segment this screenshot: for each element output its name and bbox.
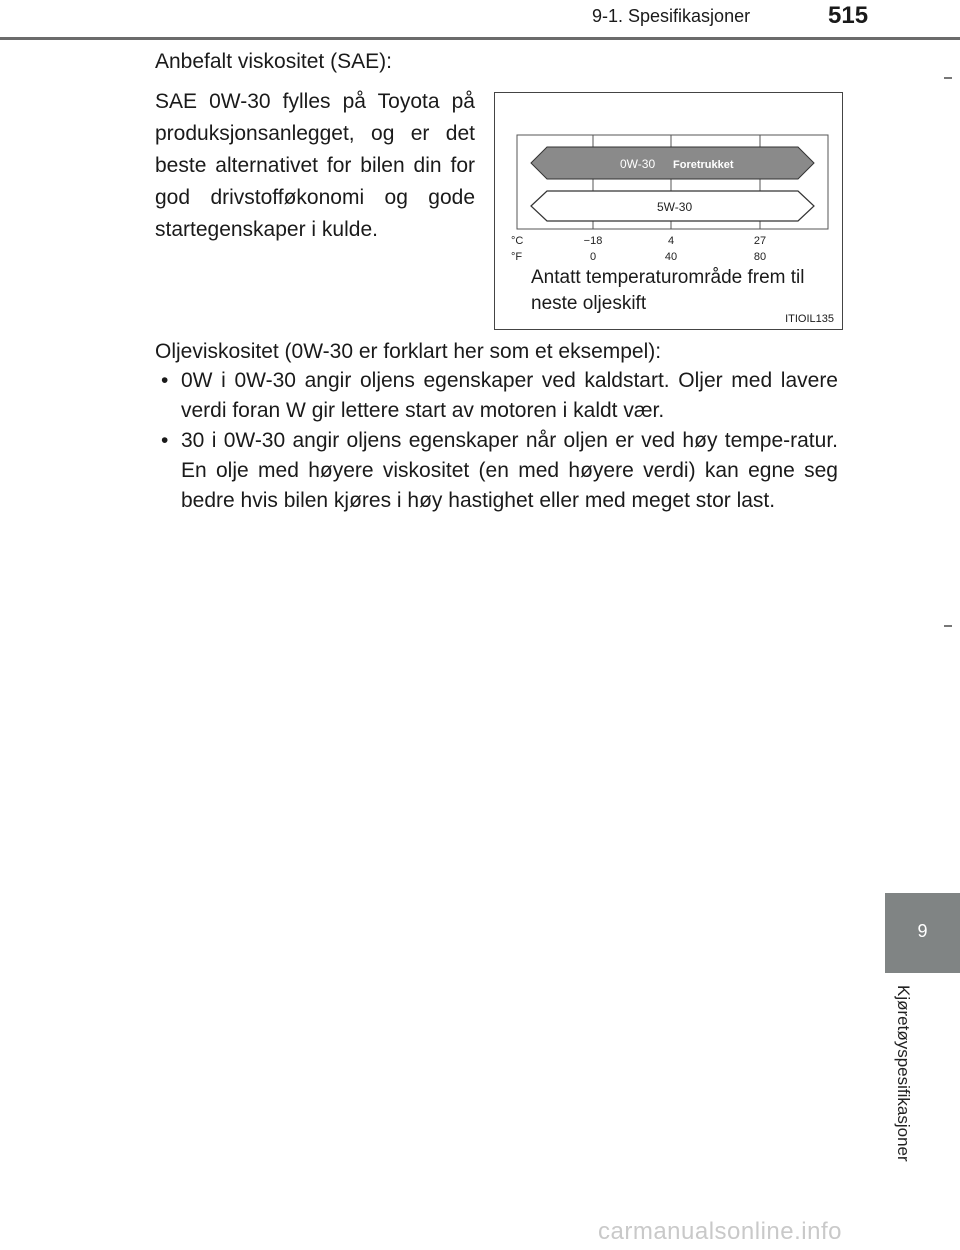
tick-f-1: 0	[589, 251, 597, 263]
bullet-list	[155, 366, 838, 516]
figure-code: ITIOIL135	[785, 313, 834, 325]
tick-f-2: 40	[664, 251, 678, 263]
tick-f-3: 80	[753, 251, 767, 263]
bar-0w30-tag: Foretrukket	[673, 159, 734, 171]
tick-c-3: 27	[753, 235, 767, 247]
bullet-text: 0W i 0W-30 angir oljens egenskaper ved kaldstart. Oljer med lavere verdi foran W gir lettere start av motoren i kaldt vær.	[181, 369, 838, 422]
bullet-dot: •	[161, 369, 169, 392]
header-rule	[0, 37, 960, 40]
unit-celsius: °C	[511, 235, 524, 247]
tick-c-2: 4	[667, 235, 675, 247]
tick-c-1: −18	[583, 235, 603, 247]
edge-tick	[944, 77, 952, 79]
chapter-label: Kjøretøyspesifikasjoner	[894, 985, 913, 1162]
bar-5w30-label: 5W-30	[657, 200, 693, 214]
edge-tick	[944, 625, 952, 627]
intro-heading: Anbefalt viskositet (SAE):	[155, 50, 392, 73]
section-title: 9-1. Spesifikasjoner	[592, 6, 751, 26]
page-number: 515	[828, 2, 869, 29]
watermark: carmanualsonline.info	[598, 1218, 842, 1245]
list-item	[155, 366, 838, 426]
bullet-dot: •	[161, 429, 169, 452]
figure-caption: Antatt temperaturområde frem til neste oljeskift	[531, 267, 805, 314]
viscosity-figure	[494, 92, 843, 330]
chapter-number: 9	[917, 921, 928, 941]
chapter-tab	[885, 893, 960, 973]
unit-fahrenheit: °F	[511, 251, 523, 263]
list-item	[155, 426, 838, 516]
oil-viscosity-heading: Oljeviskositet (0W-30 er forklart her som et eksempel):	[155, 340, 662, 363]
sae-paragraph: SAE 0W-30 fylles på Toyota på produksjonsanlegget, og er det beste alternativet for bilen din for god drivstofføkonomi og gode startegenskaper i kulde.	[155, 90, 475, 241]
bar-0w30-label: 0W-30	[620, 157, 656, 171]
bullet-text: 30 i 0W-30 angir oljens egenskaper når oljen er ved høy tempe-ratur. En olje med høyere viskositet (en med høyere verdi) kan egne seg bedre hvis bilen kjøres i høy hastighet eller med meget stor last.	[181, 429, 838, 512]
